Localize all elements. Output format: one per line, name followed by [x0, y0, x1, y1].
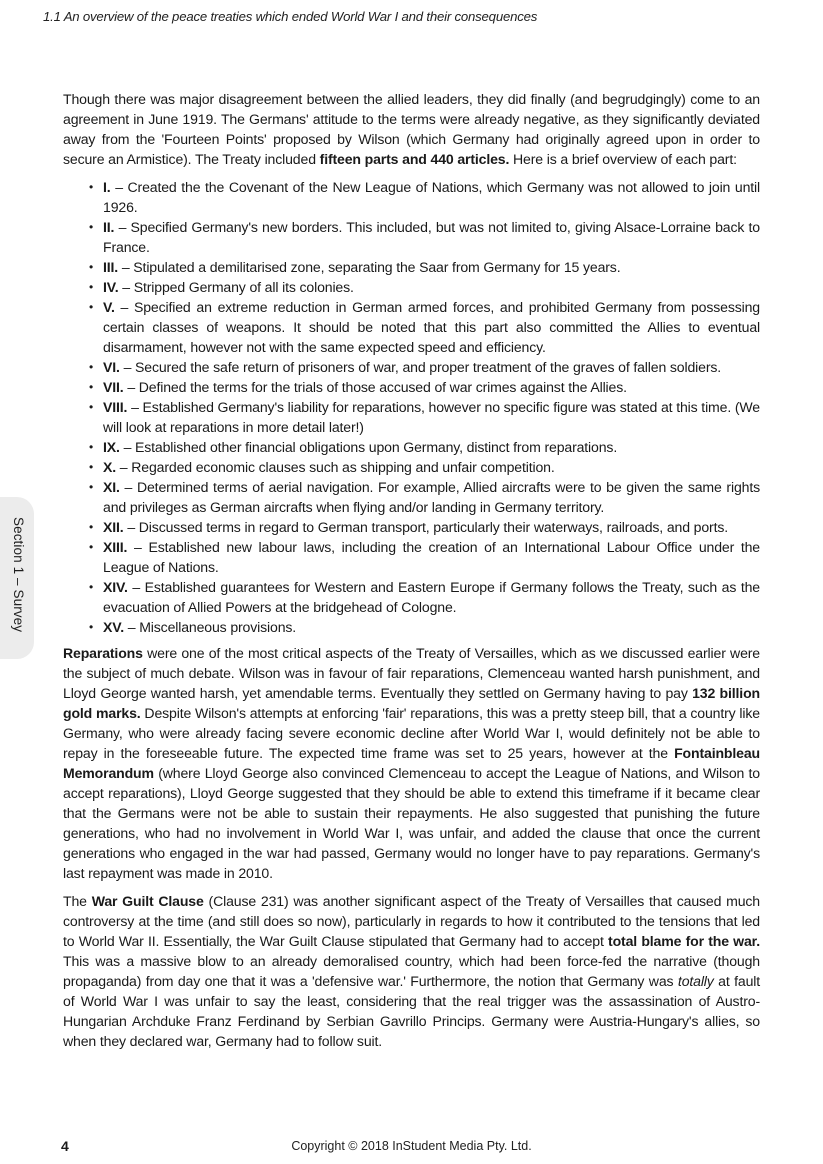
treaty-part-item	[103, 477, 760, 517]
part-description: – Established new labour laws, including the creation of an International Labour Office under the League of Nations.	[103, 539, 760, 575]
section-side-tab-label: Section 1 – Survey	[11, 517, 26, 633]
part-number: IV.	[103, 279, 119, 295]
intro-text-end: Here is a brief overview of each part:	[509, 151, 737, 167]
part-description: – Stipulated a demilitarised zone, separating the Saar from Germany for 15 years.	[118, 259, 621, 275]
treaty-part-item	[103, 457, 760, 477]
war-guilt-text: at fault of World War I was unfair to say the least, considering that the real trigger was the assassination of Austro-Hungarian Archduke Franz Ferdinand by Serbian Gavrillo Princips. Germany were Austria-Hungary's allies, so when they declared war, Germany had to follow suit.	[63, 973, 761, 1049]
war-guilt-paragraph	[63, 891, 760, 1051]
part-number: VIII.	[103, 399, 128, 415]
part-number: XIV.	[103, 579, 128, 595]
part-description: – Secured the safe return of prisoners of war, and proper treatment of the graves of fallen soldiers.	[119, 359, 722, 375]
part-number: XI.	[103, 479, 120, 495]
part-description: – Established other financial obligations upon Germany, distinct from reparations.	[119, 439, 618, 455]
intro-paragraph	[63, 89, 760, 169]
treaty-part-item	[103, 437, 760, 457]
part-number: V.	[103, 299, 115, 315]
part-description: – Stripped Germany of all its colonies.	[118, 279, 354, 295]
intro-bold-highlight: fifteen parts and 440 articles.	[319, 151, 510, 167]
reparations-text: (where Lloyd George also convinced Clemenceau to accept the League of Nations, and Wilson to accept reparations), Lloyd George suggested that they should be able to extend this timeframe if it became clear that the Germans were not be able to sustain their repayments. He also suggested that punishing the future generations, who had no involvement in World War I, was unfair, and added the clause that once the current generations who engaged in the war had passed, Germany would no longer have to pay reparations. Germany's last repayment was made in 2010.	[63, 765, 760, 881]
reparations-paragraph	[63, 643, 760, 883]
reparations-text: were one of the most critical aspects of the Treaty of Versailles, which as we discussed earlier were the subject of much debate. Wilson was in favour of fair reparations, Clemenceau wanted harsh punishment, and Lloyd George wanted harsh, yet amendable terms. Eventually they settled on Germany having to pay	[63, 645, 760, 701]
part-number: XIII.	[103, 539, 128, 555]
war-guilt-text: This was a massive blow to an already demoralised country, which had been force-fed the narrative (though propaganda) from day one that it was a 'defensive war.' Furthermore, the notion that Germany was	[63, 953, 760, 989]
part-description: – Defined the terms for the trials of those accused of war crimes against the Allies.	[123, 379, 627, 395]
part-description: – Determined terms of aerial navigation. For example, Allied aircrafts were to be given the same rights and privileges as German aircrafts when flying and/or landing in Germany territory.	[103, 479, 760, 515]
part-number: IX.	[103, 439, 120, 455]
part-number: II.	[103, 219, 115, 235]
reparations-lead: Reparations	[63, 645, 143, 661]
treaty-part-item	[103, 177, 760, 217]
totally-emphasis: totally	[677, 973, 714, 989]
treaty-part-item	[103, 517, 760, 537]
part-description: – Established guarantees for Western and Eastern Europe if Germany follows the Treaty, such as the evacuation of Allied Powers at the bridgehead of Cologne.	[103, 579, 760, 615]
reparations-text: Despite Wilson's attempts at enforcing 'fair' reparations, this was a pretty steep bill, that a country like Germany, who were already facing severe economic decline after World War I, would definitely not be able to repay in the foreseeable future. The expected time frame was set to 25 years, however at the	[63, 705, 760, 761]
fontainbleau-memorandum: Fontainbleau Memorandum	[63, 745, 760, 781]
treaty-part-item	[103, 217, 760, 257]
total-blame-term: total blame for the war.	[608, 933, 760, 949]
part-number: I.	[103, 179, 111, 195]
treaty-part-item	[103, 537, 760, 577]
treaty-part-item	[103, 577, 760, 617]
reparations-amount: 132 billion gold marks.	[63, 685, 760, 721]
treaty-part-item	[103, 277, 760, 297]
treaty-part-item	[103, 397, 760, 437]
part-description: – Established Germany's liability for reparations, however no specific figure was stated at this time. (We will look at reparations in more detail later!)	[103, 399, 760, 435]
war-guilt-clause-term: War Guilt Clause	[91, 893, 204, 909]
part-number: VI.	[103, 359, 120, 375]
running-header-title: 1.1 An overview of the peace treaties which ended World War I and their consequences	[43, 9, 538, 24]
part-description: – Regarded economic clauses such as shipping and unfair competition.	[116, 459, 555, 475]
part-number: XII.	[103, 519, 124, 535]
treaty-part-item	[103, 297, 760, 357]
part-description: – Miscellaneous provisions.	[123, 619, 297, 635]
part-description: – Discussed terms in regard to German transport, particularly their waterways, railroads, and ports.	[123, 519, 729, 535]
part-description: – Created the the Covenant of the New League of Nations, which Germany was not allowed to join until 1926.	[103, 179, 760, 215]
part-number: X.	[103, 459, 117, 475]
page-number: 4	[61, 1138, 69, 1154]
intro-text: Though there was major disagreement between the allied leaders, they did finally (and begrudgingly) come to an agreement in June 1919. The Germans' attitude to the terms were already negative, as they significantly deviated away from the 'Fourteen Points' proposed by Wilson (which Germany had originally agreed upon in order to secure an Armistice). The Treaty included	[63, 91, 760, 167]
war-guilt-text: (Clause 231) was another significant aspect of the Treaty of Versailles that caused much controversy at the time (and still does so now), particularly in regards to how it contributed to the tensions that led to World War II. Essentially, the War Guilt Clause stipulated that Germany had to accept	[63, 893, 760, 949]
treaty-part-item	[103, 357, 760, 377]
part-number: VII.	[103, 379, 124, 395]
part-description: – Specified an extreme reduction in German armed forces, and prohibited Germany from possessing certain classes of weapons. It should be noted that this part also committed the Allies to eventual disarmament, however not with the same expected speed and efficiency.	[103, 299, 760, 355]
treaty-part-item	[103, 617, 760, 637]
treaty-part-item	[103, 257, 760, 277]
treaty-part-item	[103, 377, 760, 397]
page-body	[63, 89, 760, 1059]
treaty-parts-list	[63, 177, 760, 637]
war-guilt-text: The	[63, 893, 92, 909]
part-description: – Specified Germany's new borders. This included, but was not limited to, giving Alsace-Lorraine back to France.	[103, 219, 760, 255]
copyright-notice: Copyright © 2018 InStudent Media Pty. Ltd.	[291, 1139, 532, 1153]
part-number: III.	[103, 259, 119, 275]
part-number: XV.	[103, 619, 124, 635]
